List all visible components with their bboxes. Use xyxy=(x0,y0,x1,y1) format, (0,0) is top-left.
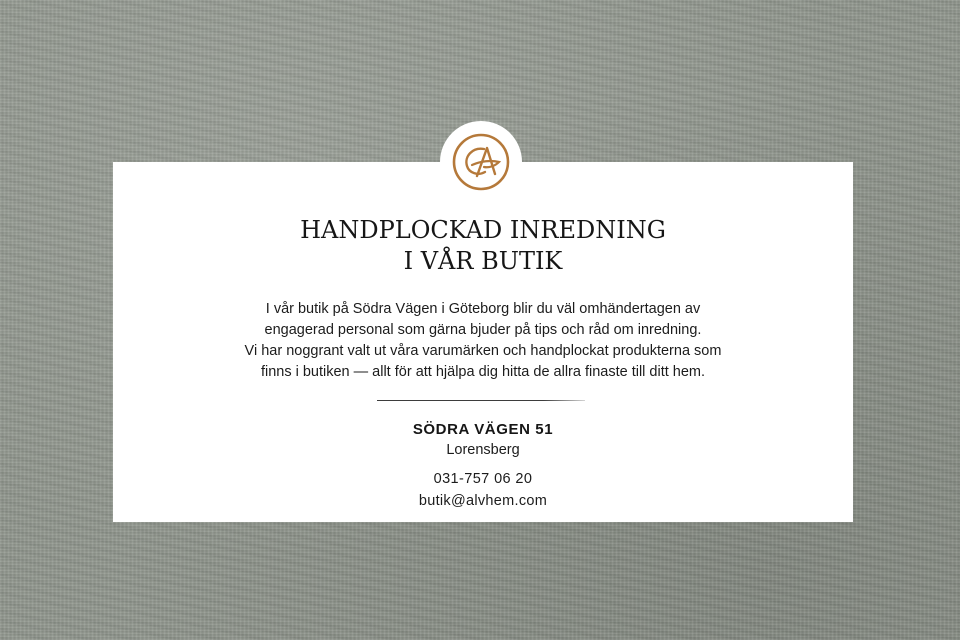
address-area: Lorensberg xyxy=(446,442,520,458)
divider xyxy=(377,400,585,401)
description xyxy=(153,299,813,383)
description-line: I vår butik på Södra Vägen i Göteborg blir du väl omhändertagen av xyxy=(265,301,701,317)
description-line: engagerad personal som gärna bjuder på tips och råd om inredning. xyxy=(264,322,702,338)
description-line: Vi har noggrant valt ut våra varumärken och handplockat produkterna som xyxy=(244,343,722,359)
title-line-2: I VÅR BUTIK xyxy=(403,247,563,275)
phone-link[interactable]: 031-757 06 20 xyxy=(433,471,533,487)
description-line: finns i butiken — allt för att hjälpa dig hitta de allra finaste till ditt hem. xyxy=(260,364,706,380)
email-link[interactable]: butik@alvhem.com xyxy=(418,493,548,509)
monogram-logo-icon xyxy=(451,132,511,192)
title-line-1: HANDPLOCKAD INREDNING xyxy=(300,216,666,244)
page-title xyxy=(113,215,853,277)
address-street: SÖDRA VÄGEN 51 xyxy=(412,421,554,438)
